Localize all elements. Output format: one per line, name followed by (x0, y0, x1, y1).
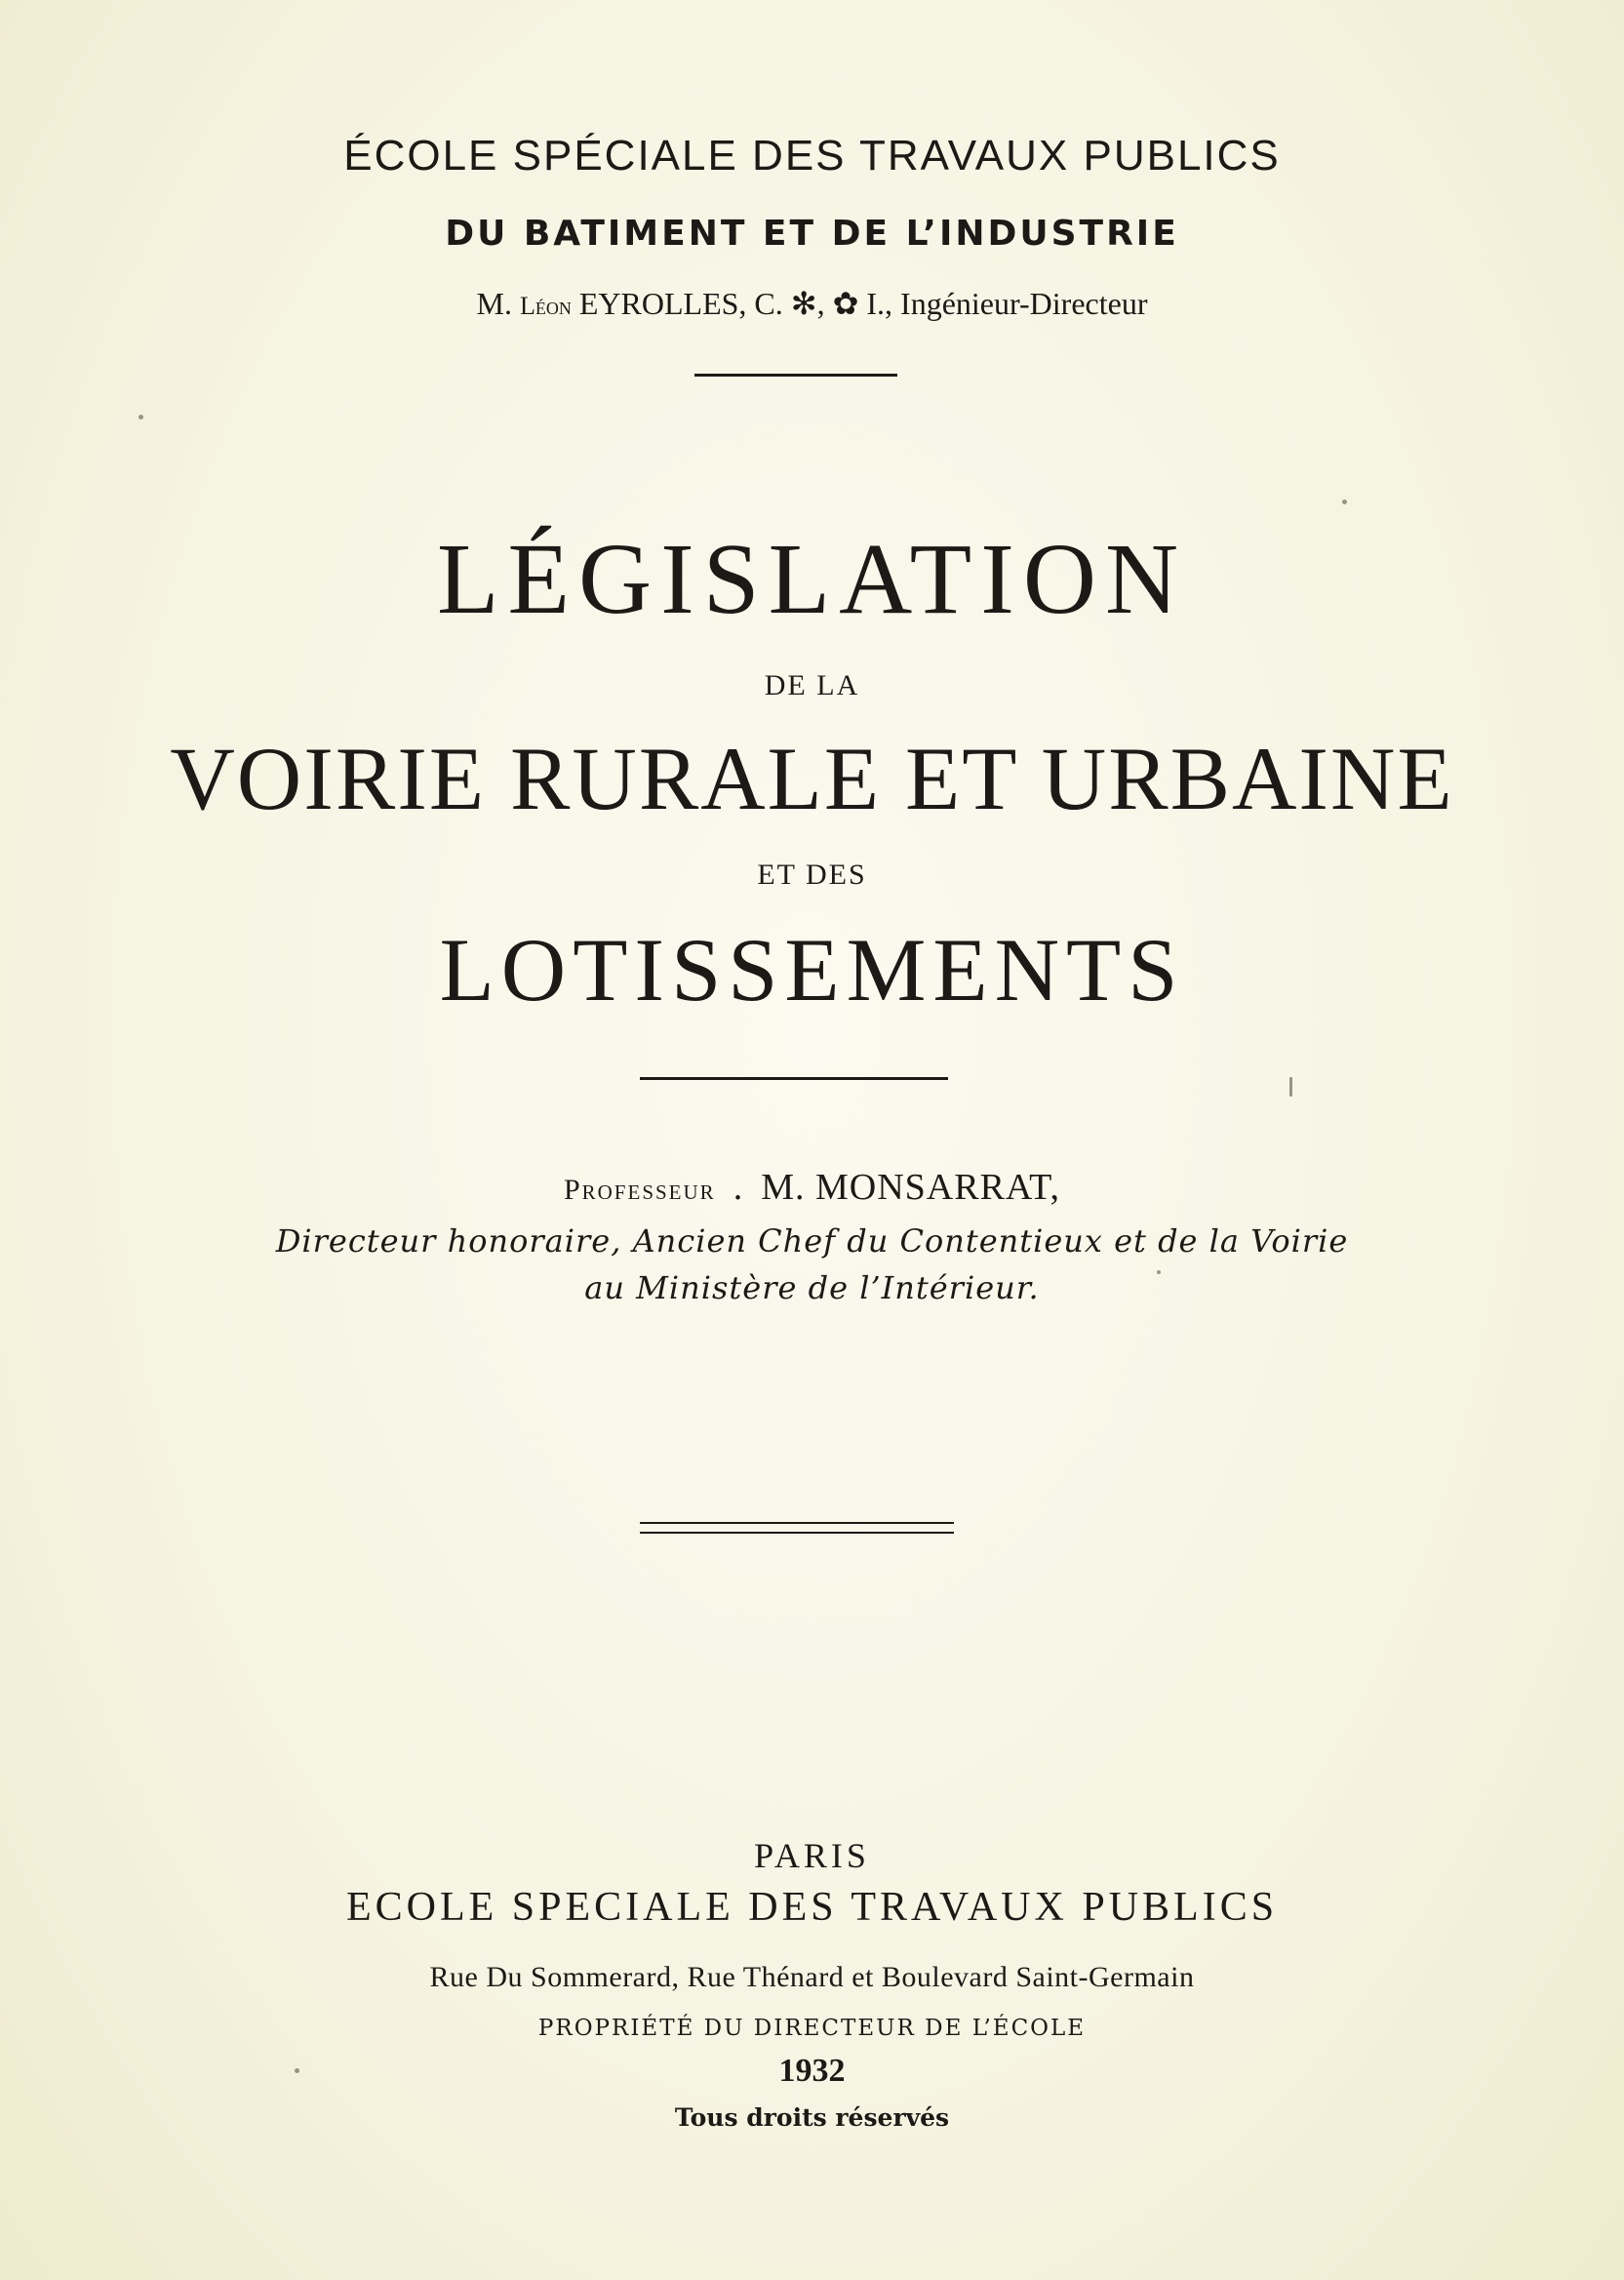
paper-speck (1157, 1270, 1161, 1274)
paper-speck (295, 2068, 299, 2073)
school-subname: DU BATIMENT ET DE L’INDUSTRIE (445, 214, 1179, 254)
author-description-line-2: au Ministère de l’Intérieur. (584, 1269, 1040, 1306)
author-name: M. MONSARRAT, (761, 1167, 1061, 1208)
book-title-line-2: VOIRIE RURALE ET URBAINE (170, 729, 1454, 828)
author-separator: . (733, 1167, 744, 1208)
director-rest: EYROLLES, C. ✻, ✿ I., Ingénieur-Directeur (571, 286, 1148, 321)
book-title-line-3: LOTISSEMENTS (439, 920, 1185, 1020)
publisher-address: Rue Du Sommerard, Rue Thénard et Boulevard Saint-Germain (429, 1961, 1195, 1993)
top-divider-rule (694, 374, 897, 377)
publisher-city: PARIS (754, 1836, 870, 1875)
paper-speck (1342, 500, 1347, 504)
director-line (0, 288, 1624, 319)
paper-speck (1289, 1077, 1292, 1097)
director-first-name: Léon (519, 292, 572, 320)
author-role-label: Professeur (563, 1174, 716, 1206)
rights-notice: Tous droits réservés (674, 2103, 950, 2132)
double-rule-lower (640, 1532, 954, 1534)
school-name: ÉCOLE SPÉCIALE DES TRAVAUX PUBLICS (343, 132, 1281, 180)
middle-divider-rule (640, 1077, 948, 1080)
author-description-line-1: Directeur honoraire, Ancien Chef du Contentieux et de la Voirie (275, 1222, 1349, 1260)
publisher-ownership: PROPRIÉTÉ DU DIRECTEUR DE L’ÉCOLE (537, 2016, 1087, 2041)
book-title-main: LÉGISLATION (436, 523, 1188, 635)
publisher-name: ECOLE SPECIALE DES TRAVAUX PUBLICS (345, 1885, 1279, 1930)
book-title-connector-2: ET DES (757, 859, 867, 891)
author-line (0, 1169, 1624, 1206)
paper-speck (139, 415, 143, 420)
book-title-connector-1: DE LA (764, 669, 860, 701)
publication-year: 1932 (778, 2053, 846, 2089)
director-prefix: M. (476, 286, 520, 321)
double-rule-upper (640, 1522, 954, 1524)
